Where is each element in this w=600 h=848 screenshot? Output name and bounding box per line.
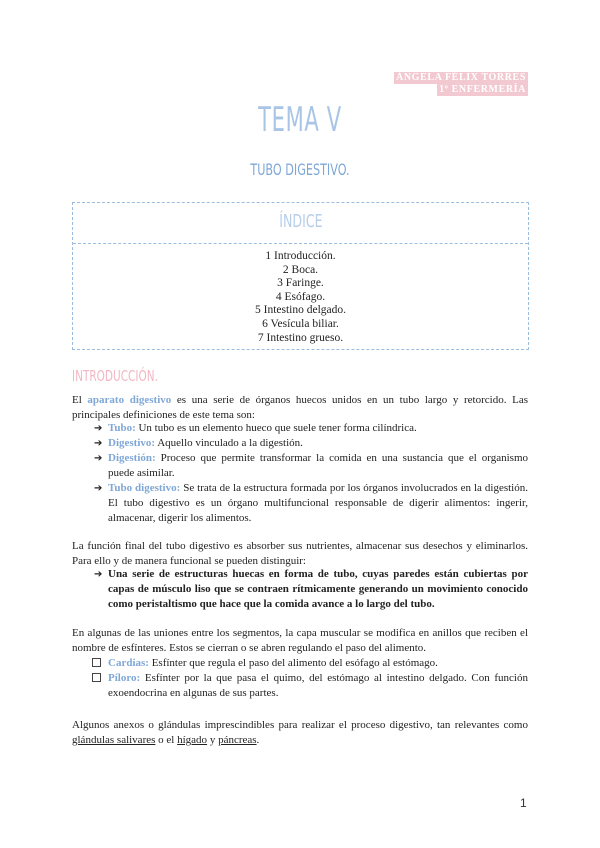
index-item: 7 Intestino grueso.: [257, 331, 344, 344]
index-item: 3 Faringe.: [277, 277, 324, 290]
sphincters-list: [72, 656, 528, 701]
list-item: Cardias: Esfínter que regula el paso del alimento del esófago al estómago.: [92, 656, 528, 671]
list-item: ➔ Digestión: Proceso que permite transformar la comida en una sustancia que el organismo puede asimilar.: [94, 451, 528, 481]
author-name: ÁNGELA FÉLIX TORRES: [396, 72, 526, 83]
sphincters-paragraph: En algunas de las uniones entre los segmentos, la capa muscular se modifica en anillos que reciben el nombre de esfínteres. Estos se cierran o se abren regulando el paso del alimento.: [72, 627, 528, 654]
intro-paragraph: El aparato digestivo es una serie de órganos huecos unidos en un tubo largo y retorcido. Las principales definiciones de este tema son:: [72, 394, 528, 421]
index-list: [73, 244, 528, 345]
list-item: ➔ Digestivo: Aquello vinculado a la digestión.: [94, 436, 528, 451]
checkbox-icon: [92, 658, 101, 667]
page-subtitle: TUBO DIGESTIVO.: [250, 160, 350, 179]
list-item: ➔ Una serie de estructuras huecas en forma de tubo, cuyas paredes están cubiertas por capas de músculo liso que se contraen rítmicamente generando un movimiento conocido como peristaltismo que hace que la comida avance a lo largo del tubo.: [94, 567, 528, 612]
list-item: ➔ Tubo: Un tubo es un elemento hueco que suele tener forma cilíndrica.: [94, 421, 528, 436]
index-heading: ÍNDICE: [73, 203, 528, 244]
index-item: 5 Intestino delgado.: [254, 304, 347, 317]
structures-list: [72, 567, 528, 612]
list-item: Píloro: Esfínter por la que pasa el quimo, del estómago al intestino delgado. Con función exoendocrina en algunas de sus partes.: [92, 671, 528, 701]
checkbox-icon: [92, 673, 101, 682]
index-item: 2 Boca.: [282, 263, 319, 276]
definitions-list: [72, 421, 528, 526]
index-item: 4 Esófago.: [275, 290, 326, 303]
index-item: 1 Introducción.: [265, 250, 336, 262]
glands-paragraph: Algunos anexos o glándulas imprescindibles para realizar el proceso digestivo, tan relevantes como glándulas salivares o el hígado y páncreas.: [72, 719, 528, 746]
list-item: ➔ Tubo digestivo: Se trata de la estructura formada por los órganos involucrados en la digestión. El tubo digestivo es un órgano multifuncional responsable de digerir alimentos: ingerir, almacenar, digerir los alimentos.: [94, 481, 528, 526]
page-number: 1: [520, 796, 527, 810]
page-title: TEMA V: [258, 100, 342, 140]
section-heading-introduction: INTRODUCCIÓN.: [72, 367, 158, 385]
function-paragraph: La función final del tubo digestivo es absorber sus nutrientes, almacenar sus desechos y eliminarlos. Para ello y de manera funcional se pueden distinguir:: [72, 540, 528, 567]
index-box: [72, 202, 529, 350]
index-item: 6 Vesícula biliar.: [262, 317, 339, 330]
author-course: 1º ENFERMERÍA: [439, 84, 526, 95]
author-block: [394, 72, 528, 96]
